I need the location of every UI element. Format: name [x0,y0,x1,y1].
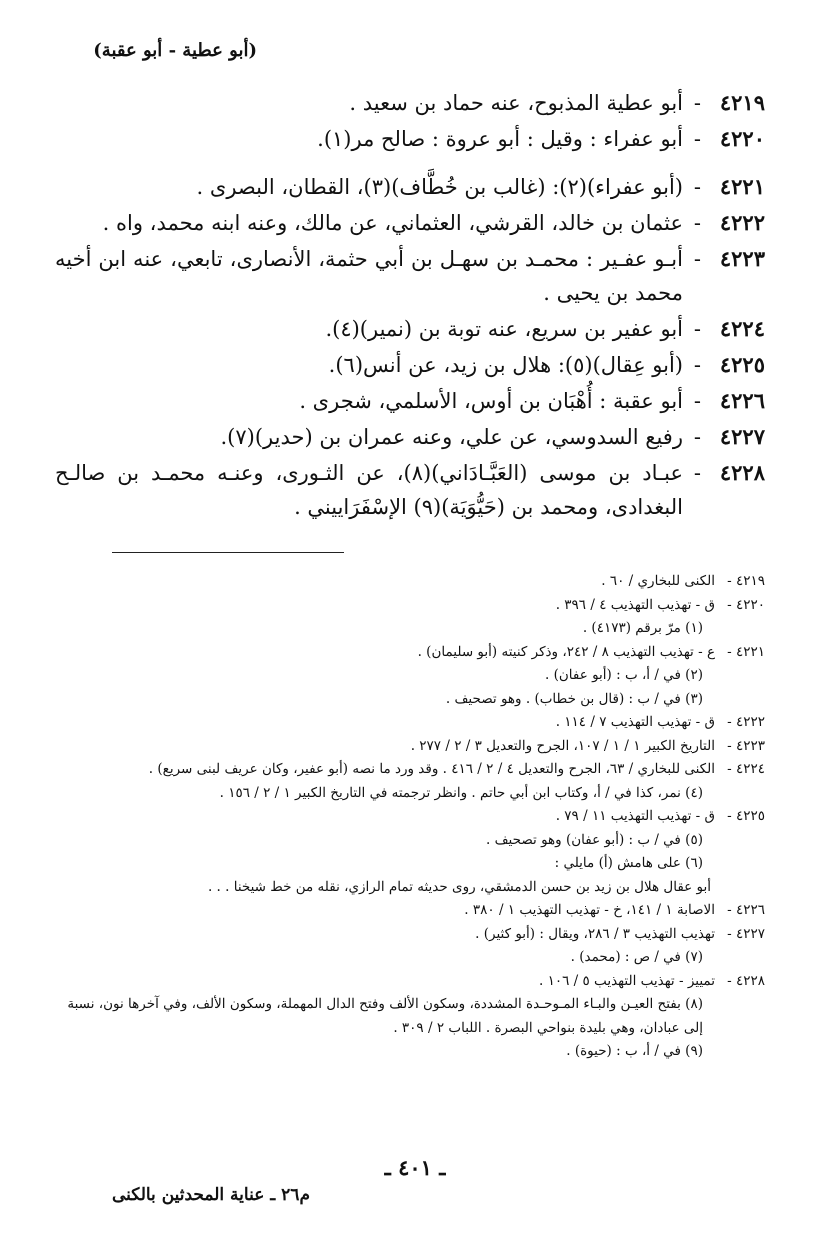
entry-4219: ٤٢١٩ - أبو عطية المذبوح، عنه حماد بن سعيد . [55,86,765,120]
entry-4224: ٤٢٢٤ - أبو عفير بن سريع، عنه توبة بن (نمير)(٤). [55,312,765,346]
footnote-4228 [55,970,765,994]
footnote-ref: ٤٢١٩ - [727,573,765,589]
footnote-ref: ٤٢٢٨ - [727,972,765,989]
entry-4221: ٤٢٢١ - (أبو عفراء)(٢): (غالب بن خُطَّاف)(٣)، القطان، البصرى . [55,170,765,204]
entry-number: ٤٢٢٢ [719,210,765,235]
entry-number: ٤٢٢٧ [719,424,765,449]
footnote-text: الاصابة ١ / ١٤١، خ - تهذيب التهذيب ١ / ٣٨٠ . [464,902,715,918]
page-number: ـ ٤٠١ ـ [384,1155,446,1180]
footnote-ref: ٤٢٢٦ - [727,902,765,918]
entry-4225: ٤٢٢٥ - (أبو عِقال)(٥): هلال بن زيد، عن أنس(٦). [55,348,765,382]
footnote-text: (٧) في / ص : (محمد) . [570,949,703,965]
footnote-ref: ٤٢٢٧ - [727,925,765,942]
entry-text: أبو عقبة : أُهْبَان بن أوس، الأسلمي، شجرى . [299,389,683,413]
entry-4220: ٤٢٢٠ - أبو عفراء : وقيل : أبو عروة : صالح مر(١). [55,122,765,156]
footnote-text: (٣) في / ب : (قال بن خطاب) . وهو تصحيف . [445,690,703,707]
footnote-4219 [55,570,765,594]
footnote-text: (٢) في / أ، ب : (أبو عفان) . [545,667,703,683]
entry-number: ٤٢٢٤ [719,316,765,341]
footnote-4223 [55,735,765,759]
footnote-text: ق - تهذيب التهذيب ١١ / ٧٩ . [555,808,715,824]
footnote-text: ع - تهذيب التهذيب ٨ / ٢٤٢، وذكر كنيته (أبو سليمان) . [417,643,715,660]
footnote-ref: ٤٢٢٥ - [727,808,765,824]
footnote-ref: ٤٢٢٣ - [727,737,765,754]
footer-signature: م٢٦ ـ عناية المحدثين بالكنى [112,1185,310,1205]
footnote-6 [55,852,765,876]
entry-number: ٤٢٢٦ [719,388,765,413]
entry-number: ٤٢٢٥ [719,352,765,377]
footnote-4221 [55,641,765,665]
footnote-text: التاريخ الكبير ١ / ١ / ١٠٧، الجرح والتعديل ٣ / ٢ / ٢٧٧ . [410,737,715,754]
footnote-text: الكنى للبخاري / ٦٣، الجرح والتعديل ٤ / ٢ / ٤١٦ . وقد ورد ما نصه (أبو عفير، وكان عريف لبنى سريع) . [148,761,715,777]
footnote-text: الكنى للبخاري / ٦٠ . [601,573,715,589]
footnote-text: تهذيب التهذيب ٣ / ٢٨٦، ويقال : (أبو كثير) . [475,925,715,942]
footnote-4 [55,782,765,806]
entry-text: عبـاد بن موسى (العَبَّـادَاني)(٨)، عن الثـورى، وعنـه محمـد بن صالـح البغدادى، ومحمد بن (حَيُّوَيَة)(٩) الإسْفَرَاييني . [55,461,684,519]
entry-4228: ٤٢٢٨ - عبـاد بن موسى (العَبَّـادَاني)(٨)، عن الثـورى، وعنـه محمـد بن صالـح البغدادى، ومحمد بن (حَيُّوَيَة)(٩) الإسْفَرَاييني . [55,456,765,524]
entry-text: عثمان بن خالد، القرشي، العثماني، عن مالك، وعنه ابنه محمد، واه . [102,211,683,235]
footnote-3 [55,688,765,712]
footnote-divider [112,552,344,553]
entry-text: أبو عفير بن سريع، عنه توبة بن (نمير)(٤). [325,317,683,341]
footnote-6-quote [55,876,765,900]
entry-text: أبو عطية المذبوح، عنه حماد بن سعيد . [349,91,683,115]
footnote-text: (٨) بفتح العيـن والبـاء المـوحـدة المشددة، وسكون الألف وفتح الدال المهملة، وسكون الألف، وفي آخرها نون، نسبة إلى عبادان، وهي بليدة بنواحي البصرة . اللباب ٢ / ٣٠٩ . [67,996,703,1036]
footnote-text: تمييز - تهذيب التهذيب ٥ / ١٠٦ . [539,972,715,989]
footnote-4224 [55,758,765,782]
footnote-2 [55,664,765,688]
running-header: (أبو عطية - أبو عقبة) [93,40,257,61]
entry-number: ٤٢٢٠ [719,126,765,151]
entry-number: ٤٢٢٨ [719,460,765,485]
footnote-ref: ٤٢٢١ - [727,643,765,660]
footnote-ref: ٤٢٢٢ - [727,714,765,730]
footnote-4227 [55,923,765,947]
entry-number: ٤٢٢٣ [719,246,765,271]
entry-text: (أبو عِقال)(٥): هلال بن زيد، عن أنس(٦). [328,353,683,377]
entry-text: أبو عفراء : وقيل : أبو عروة : صالح مر(١). [317,127,683,151]
entry-text: أبـو عفـير : محمـد بن سهـل بن أبي حثمة، الأنصارى، تابعي، عنه ابن أخيه محمد بن يحيى . [55,247,683,305]
entry-4227: ٤٢٢٧ - رفيع السدوسي، عن علي، وعنه عمران بن (حدير)(٧). [55,420,765,454]
entries-list [55,86,765,526]
entry-number: ٤٢١٩ [719,90,765,115]
footnote-5 [55,829,765,853]
footnote-7 [55,946,765,970]
entry-number: ٤٢٢١ [719,174,765,199]
footnote-8 [55,993,765,1040]
footnote-4225 [55,805,765,829]
footnote-text: (٩) في / أ، ب : (حيوة) . [566,1043,703,1059]
entry-4223: ٤٢٢٣ - أبـو عفـير : محمـد بن سهـل بن أبي حثمة، الأنصارى، تابعي، عنه ابن أخيه محمد بن يحيى . [55,242,765,310]
entry-text: رفيع السدوسي، عن علي، وعنه عمران بن (حدير)(٧). [220,425,683,449]
entry-4226: ٤٢٢٦ - أبو عقبة : أُهْبَان بن أوس، الأسلمي، شجرى . [55,384,765,418]
entry-4222: ٤٢٢٢ - عثمان بن خالد، القرشي، العثماني، عن مالك، وعنه ابنه محمد، واه . [55,206,765,240]
footnote-4222 [55,711,765,735]
footnote-text: (٦) على هامش (أ) مايلي : [554,855,703,871]
entry-text: (أبو عفراء)(٢): (غالب بن خُطَّاف)(٣)، القطان، البصرى . [196,175,683,199]
footnote-text: ق - تهذيب التهذيب ٧ / ١١٤ . [555,714,715,730]
footnote-9 [55,1040,765,1064]
footnote-text: (٥) في / ب : (أبو عفان) وهو تصحيف . [485,831,703,848]
footnote-text: (١) مرّ برقم (٤١٧٣) . [582,620,703,636]
footnote-4220 [55,594,765,618]
footnotes [55,570,765,1064]
footnote-text: ق - تهذيب التهذيب ٤ / ٣٩٦ . [555,596,715,613]
footnote-ref: ٤٢٢٠ - [727,596,765,613]
footnote-text: أبو عقال هلال بن زيد بن حسن الدمشقي، روى حديثه تمام الرازي، نقله من خط شيخنا . . . [207,878,711,895]
footnote-ref: ٤٢٢٤ - [727,761,765,777]
footnote-text: (٤) نمر، كذا في / أ، وكتاب ابن أبي حاتم . وانظر ترجمته في التاريخ الكبير ١ / ٢ / ١٥٦ . [219,784,703,801]
footnote-1 [55,617,765,641]
footnote-4226 [55,899,765,923]
